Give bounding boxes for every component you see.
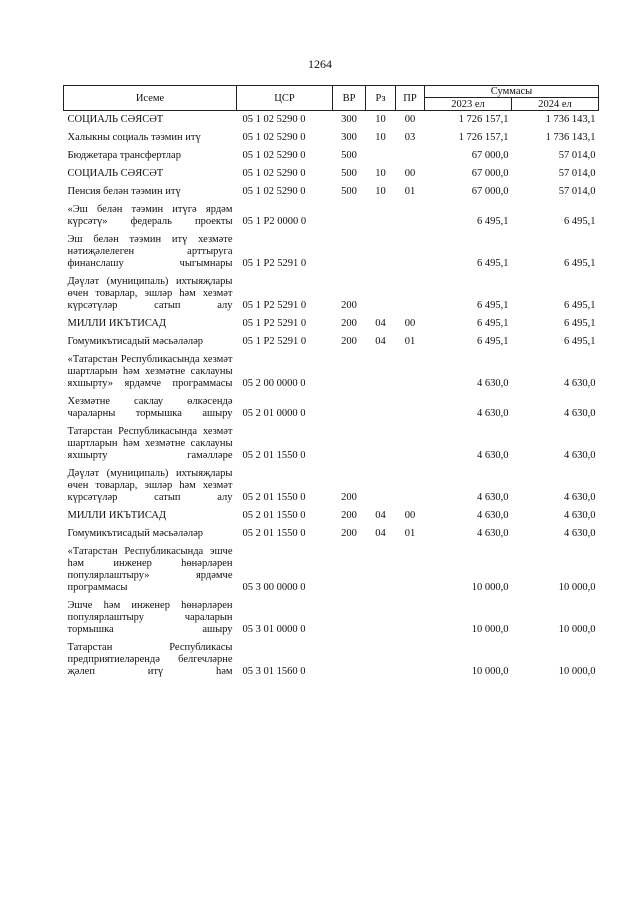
table-cell-sum-2023: 6 495,1 [477, 300, 509, 311]
table-cell-pr: 01 [404, 186, 416, 197]
table-cell-sum-2024: 4 630,0 [564, 378, 596, 389]
table-cell-vr: 200 [341, 336, 357, 347]
table-cell-vr [333, 543, 366, 597]
table-cell-sum-2023: 4 630,0 [477, 450, 509, 461]
table-cell-pr: 01 [404, 336, 416, 347]
table-cell-csr: 05 2 01 0000 0 [242, 408, 306, 419]
table-cell-pr [396, 423, 425, 465]
table-cell-name: МИЛЛИ ИКЪТИСАД [67, 510, 167, 521]
table-cell-rz: 04 [375, 318, 386, 329]
table-cell-csr: 05 1 Р2 5291 0 [242, 318, 307, 329]
table-cell-vr [333, 423, 366, 465]
table-cell-csr: 05 1 Р2 5291 0 [242, 336, 307, 347]
table-cell-pr [396, 639, 425, 681]
table-cell-csr: 05 1 02 5290 0 [242, 168, 306, 179]
table-cell-csr: 05 1 02 5290 0 [242, 132, 306, 143]
table-cell-sum-2024: 1 736 143,1 [545, 132, 596, 143]
table-cell-rz [366, 597, 396, 639]
table-cell-sum-2023: 4 630,0 [477, 492, 509, 503]
table-cell-vr: 300 [341, 132, 357, 143]
table-cell-rz [366, 147, 396, 165]
table-cell-vr: 200 [341, 318, 357, 329]
table-cell-name: Гомумикътисадый мәсьәләләр [67, 528, 204, 539]
table-cell-vr: 300 [341, 114, 357, 125]
table-cell-name: Эшче һәм инженер һөнәрләрен популярлаштыру чараларын тормышка ашыру [67, 600, 233, 635]
table-cell-sum-2024: 57 014,0 [558, 186, 596, 197]
table-row [64, 351, 599, 393]
table-cell-vr: 500 [341, 186, 357, 197]
table-cell-sum-2024: 6 495,1 [564, 300, 596, 311]
table-cell-csr: 05 1 Р2 5291 0 [242, 300, 307, 311]
table-cell-name: Хезмәтне саклау өлкәсендә чараларны тормышка ашыру [67, 396, 233, 419]
table-cell-pr: 00 [404, 168, 416, 179]
table-cell-sum-2024: 6 495,1 [564, 318, 596, 329]
table-cell-vr: 200 [341, 492, 357, 503]
table-cell-vr: 200 [341, 528, 357, 539]
table-cell-pr: 00 [404, 114, 416, 125]
table-cell-sum-2024: 57 014,0 [558, 168, 596, 179]
table-cell-csr: 05 2 01 1550 0 [242, 528, 306, 539]
table-cell-pr [396, 147, 425, 165]
header-sums: Суммасы [425, 86, 599, 98]
table-cell-pr [396, 393, 425, 423]
table-cell-name: Дәүләт (муниципаль) ихтыяҗлары өчен товарлар, эшләр һәм хезмәт күрсәтүләр сатып алу [67, 276, 233, 311]
table-cell-csr: 05 1 02 5290 0 [242, 114, 306, 125]
header-vr: ВР [333, 86, 366, 111]
table-cell-rz: 10 [375, 186, 386, 197]
table-cell-rz [366, 423, 396, 465]
table-cell-name: Халыкны социаль тәэмин итү [67, 132, 201, 143]
table-cell-sum-2024: 6 495,1 [564, 216, 596, 227]
table-cell-name: Эш белән тәэмин итү хезмәте нәтиҗәлелеген арттыруга финанслашу чыгымнары [67, 234, 233, 269]
table-cell-name: СОЦИАЛЬ СӘЯСӘТ [67, 114, 164, 125]
table-cell-rz [366, 393, 396, 423]
table-cell-vr [333, 597, 366, 639]
table-cell-pr: 01 [404, 528, 416, 539]
table-cell-rz [366, 273, 396, 315]
table-cell-sum-2023: 10 000,0 [471, 624, 509, 635]
table-row [64, 273, 599, 315]
table-cell-sum-2023: 10 000,0 [471, 582, 509, 593]
table-row [64, 183, 599, 201]
table-cell-rz [366, 231, 396, 273]
header-csr: ЦСР [237, 86, 333, 111]
table-cell-sum-2024: 6 495,1 [564, 336, 596, 347]
table-cell-rz: 04 [375, 528, 386, 539]
table-cell-name: «Татарстан Республикасында хезмәт шартларын һәм хезмәтне саклауны яхшырту» ярдәмче программасы [67, 354, 233, 389]
table-cell-sum-2024: 57 014,0 [558, 150, 596, 161]
table-cell-rz [366, 201, 396, 231]
table-row [64, 111, 599, 130]
table-cell-pr [396, 231, 425, 273]
table-row [64, 147, 599, 165]
table-cell-name: Дәүләт (муниципаль) ихтыяҗлары өчен товарлар, эшләр һәм хезмәт күрсәтүләр сатып алу [67, 468, 233, 503]
table-cell-pr [396, 273, 425, 315]
table-cell-csr: 05 1 Р2 5291 0 [242, 258, 307, 269]
budget-table [63, 85, 599, 681]
table-cell-pr: 00 [404, 318, 416, 329]
table-row [64, 393, 599, 423]
table-cell-sum-2023: 67 000,0 [471, 186, 509, 197]
table-cell-sum-2024: 10 000,0 [558, 624, 596, 635]
table-row [64, 639, 599, 681]
table-row [64, 165, 599, 183]
table-cell-pr [396, 465, 425, 507]
table-cell-sum-2023: 4 630,0 [477, 528, 509, 539]
table-cell-pr [396, 543, 425, 597]
table-cell-name: Татарстан Республикасында хезмәт шартларын һәм хезмәтне саклауны яхшырту гамәлләре [67, 426, 233, 461]
table-cell-rz [366, 543, 396, 597]
table-row [64, 525, 599, 543]
table-cell-vr [333, 351, 366, 393]
table-cell-csr: 05 1 Р2 0000 0 [242, 216, 307, 227]
table-row [64, 465, 599, 507]
table-cell-name: Гомумикътисадый мәсьәләләр [67, 336, 204, 347]
table-cell-vr: 200 [341, 510, 357, 521]
page-number: 1264 [308, 57, 332, 71]
table-cell-rz: 10 [375, 168, 386, 179]
table-cell-rz: 10 [375, 114, 386, 125]
table-cell-rz [366, 465, 396, 507]
table-cell-sum-2024: 6 495,1 [564, 258, 596, 269]
header-rz: Рз [366, 86, 396, 111]
table-cell-pr: 03 [404, 132, 416, 143]
table-cell-vr [333, 231, 366, 273]
table-cell-sum-2023: 10 000,0 [471, 666, 509, 677]
table-cell-pr [396, 597, 425, 639]
table-row [64, 507, 599, 525]
table-body [64, 111, 599, 682]
table-cell-vr: 500 [341, 168, 357, 179]
table-cell-sum-2023: 67 000,0 [471, 168, 509, 179]
table-cell-sum-2023: 1 726 157,1 [458, 114, 509, 125]
table-cell-name: СОЦИАЛЬ СӘЯСӘТ [67, 168, 164, 179]
header-name: Исеме [64, 86, 237, 111]
table-cell-sum-2023: 4 630,0 [477, 510, 509, 521]
table-cell-vr [333, 201, 366, 231]
table-cell-sum-2024: 4 630,0 [564, 408, 596, 419]
table-row [64, 315, 599, 333]
table-cell-name: Пенсия белән тәэмин итү [67, 186, 181, 197]
table-row [64, 423, 599, 465]
table-cell-name: МИЛЛИ ИКЪТИСАД [67, 318, 167, 329]
table-cell-csr: 05 2 01 1550 0 [242, 450, 306, 461]
table-cell-csr: 05 3 01 0000 0 [242, 624, 306, 635]
table-row [64, 231, 599, 273]
table-cell-csr: 05 2 01 1550 0 [242, 492, 306, 503]
table-cell-pr: 00 [404, 510, 416, 521]
table-cell-rz [366, 639, 396, 681]
table-cell-sum-2023: 1 726 157,1 [458, 132, 509, 143]
table-cell-sum-2023: 4 630,0 [477, 378, 509, 389]
header-pr: ПР [396, 86, 425, 111]
table-cell-csr: 05 1 02 5290 0 [242, 150, 306, 161]
table-row [64, 543, 599, 597]
table-cell-csr: 05 3 00 0000 0 [242, 582, 306, 593]
header-year-2023: 2023 ел [425, 98, 512, 111]
table-cell-sum-2023: 6 495,1 [477, 336, 509, 347]
table-cell-name: Бюджетара трансфертлар [67, 150, 181, 161]
table-cell-sum-2023: 6 495,1 [477, 318, 509, 329]
table-cell-sum-2023: 6 495,1 [477, 216, 509, 227]
table-cell-sum-2023: 67 000,0 [471, 150, 509, 161]
table-cell-rz: 04 [375, 336, 386, 347]
table-cell-name: «Эш белән тәэмин итүгә ярдәм күрсәтү» федераль проекты [67, 204, 233, 227]
table-cell-rz: 04 [375, 510, 386, 521]
table-row [64, 201, 599, 231]
table-cell-sum-2024: 4 630,0 [564, 492, 596, 503]
table-cell-sum-2024: 4 630,0 [564, 450, 596, 461]
table-cell-name: Татарстан Республикасы предприятиеләрендә белгечләрне җәлеп итү һәм [67, 642, 233, 677]
table-cell-pr [396, 201, 425, 231]
table-cell-csr: 05 3 01 1560 0 [242, 666, 306, 677]
table-cell-vr [333, 393, 366, 423]
table-cell-sum-2024: 10 000,0 [558, 666, 596, 677]
table-cell-csr: 05 1 02 5290 0 [242, 186, 306, 197]
table-cell-csr: 05 2 01 1550 0 [242, 510, 306, 521]
table-cell-csr: 05 2 00 0000 0 [242, 378, 306, 389]
table-row [64, 129, 599, 147]
table-cell-sum-2024: 1 736 143,1 [545, 114, 596, 125]
table-cell-rz: 10 [375, 132, 386, 143]
table-cell-rz [366, 351, 396, 393]
table-cell-name: «Татарстан Республикасында эшче һәм инженер һөнәрләрен популярлаштыру» ярдәмче программасы [67, 546, 233, 593]
table-cell-pr [396, 351, 425, 393]
table-cell-vr: 500 [341, 150, 357, 161]
table-row [64, 333, 599, 351]
table-cell-vr: 200 [341, 300, 357, 311]
table-cell-sum-2023: 6 495,1 [477, 258, 509, 269]
table-cell-sum-2024: 4 630,0 [564, 510, 596, 521]
table-cell-sum-2024: 10 000,0 [558, 582, 596, 593]
table-cell-sum-2024: 4 630,0 [564, 528, 596, 539]
table-cell-sum-2023: 4 630,0 [477, 408, 509, 419]
table-row [64, 597, 599, 639]
header-year-2024: 2024 ел [512, 98, 599, 111]
table-cell-vr [333, 639, 366, 681]
